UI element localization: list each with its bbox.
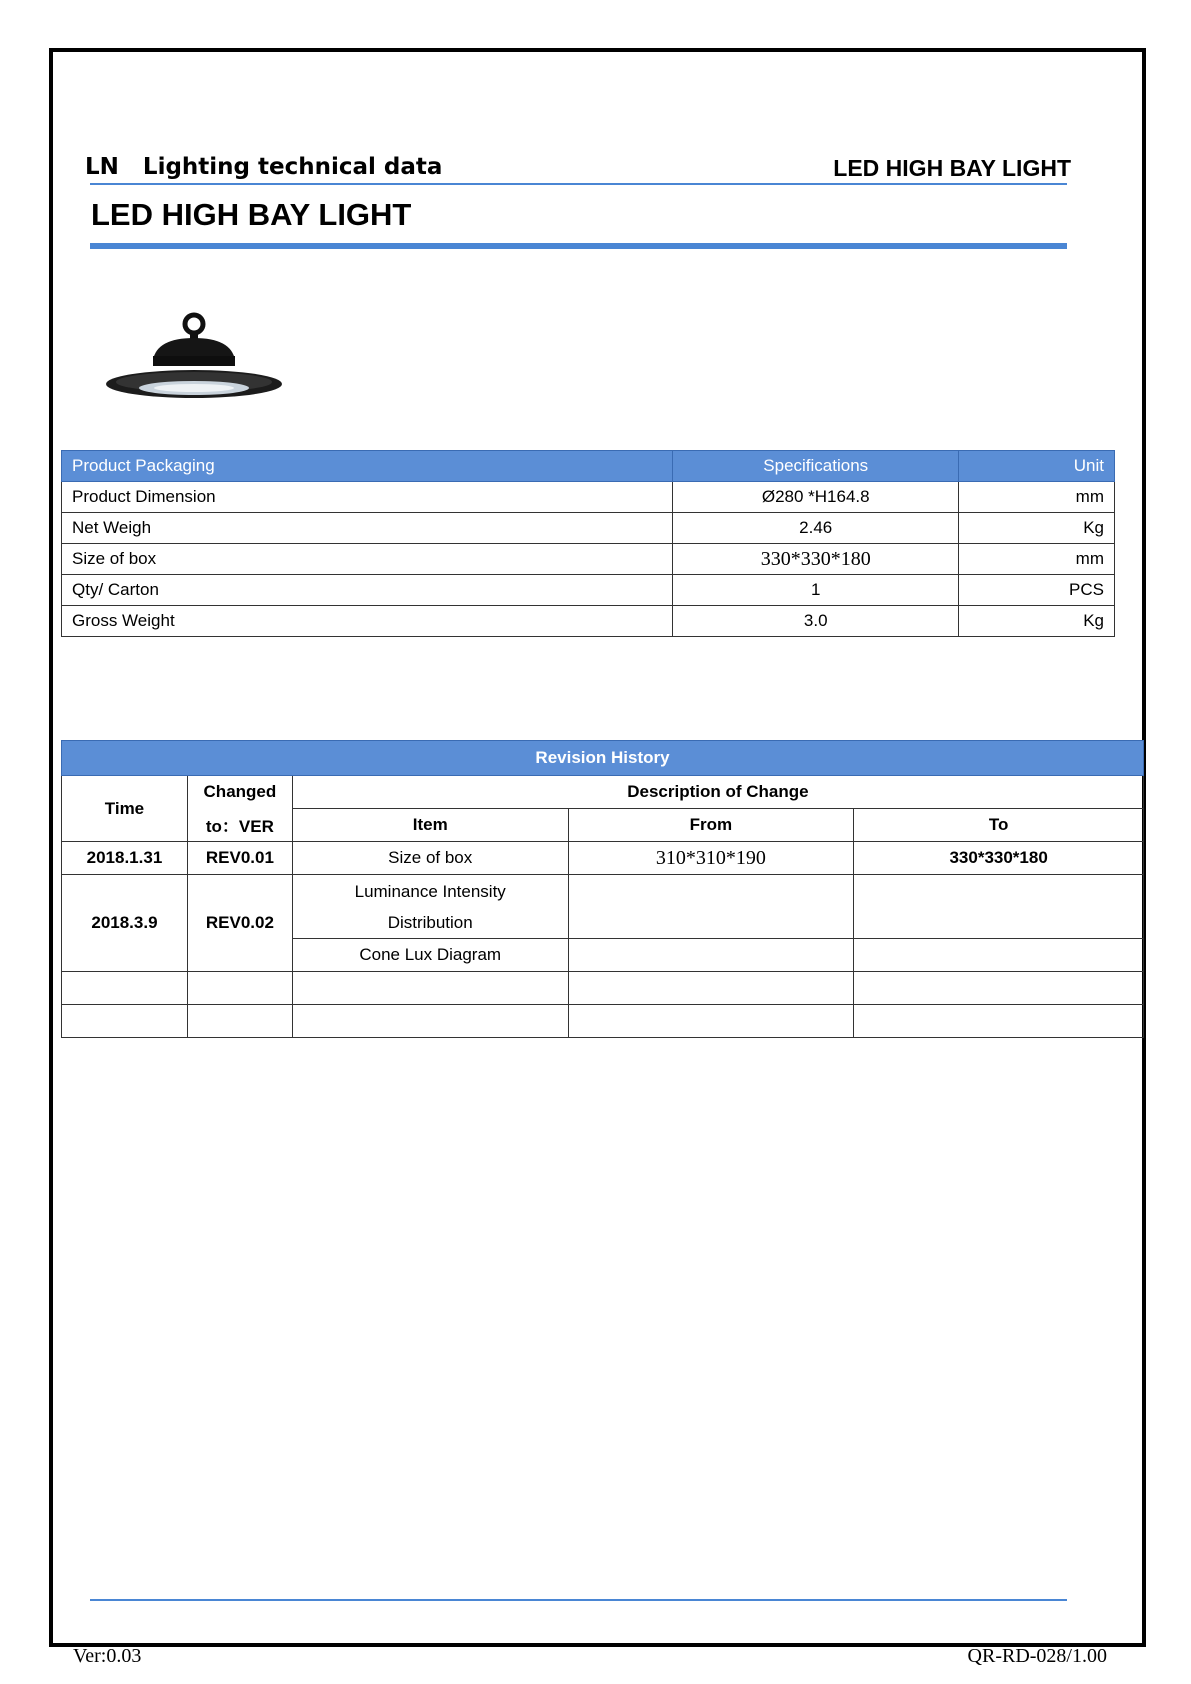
revision-title: Revision History: [62, 741, 1144, 776]
revision-header-item: Item: [292, 809, 568, 842]
header-divider: [90, 183, 1067, 185]
revision-item: [292, 875, 568, 939]
empty-cell: [854, 1005, 1144, 1038]
packaging-cell: 1: [673, 575, 959, 606]
revision-from: [568, 939, 854, 972]
table-row: [62, 575, 1115, 606]
page-title: LED HIGH BAY LIGHT: [91, 197, 412, 232]
packaging-table: [61, 450, 1115, 637]
packaging-cell: Ø280 *H164.8: [673, 482, 959, 513]
revision-item: Size of box: [292, 842, 568, 875]
header-product: LED HIGH BAY LIGHT: [833, 155, 1071, 181]
packaging-cell: Size of box: [62, 544, 673, 575]
empty-cell: [568, 972, 854, 1005]
table-row: [62, 513, 1115, 544]
high-bay-light-image: [105, 312, 283, 404]
packaging-cell: PCS: [959, 575, 1115, 606]
header-company: LN Lighting technical data: [85, 154, 443, 180]
table-row: [62, 1005, 1144, 1038]
revision-time: 2018.3.9: [62, 875, 188, 972]
revision-title-row: [62, 741, 1144, 776]
packaging-cell: Qty/ Carton: [62, 575, 673, 606]
packaging-cell: Gross Weight: [62, 606, 673, 637]
revision-header-from: From: [568, 809, 854, 842]
revision-header-ver: to：VER: [187, 809, 292, 842]
table-row: [62, 875, 1144, 939]
packaging-cell: 2.46: [673, 513, 959, 544]
revision-to: [854, 875, 1144, 939]
revision-history-table: [61, 740, 1144, 1038]
empty-cell: [62, 1005, 188, 1038]
revision-item-line: Distribution: [387, 912, 473, 932]
packaging-cell: Kg: [959, 513, 1115, 544]
packaging-cell: Kg: [959, 606, 1115, 637]
packaging-header-product: Product Packaging: [62, 451, 673, 482]
revision-from: [568, 875, 854, 939]
footer-divider: [90, 1599, 1067, 1601]
empty-cell: [292, 1005, 568, 1038]
empty-cell: [292, 972, 568, 1005]
revision-subheader-row: [62, 809, 1144, 842]
revision-time: 2018.1.31: [62, 842, 188, 875]
table-row: [62, 544, 1115, 575]
revision-to: [854, 939, 1144, 972]
packaging-cell: Product Dimension: [62, 482, 673, 513]
footer-version: Ver:0.03: [73, 1645, 142, 1667]
table-row: [62, 606, 1115, 637]
revision-header-to: To: [854, 809, 1144, 842]
revision-to: 330*330*180: [854, 842, 1144, 875]
packaging-cell: 330*330*180: [673, 544, 959, 575]
empty-cell: [568, 1005, 854, 1038]
revision-header-description: Description of Change: [292, 776, 1143, 809]
packaging-cell: Net Weigh: [62, 513, 673, 544]
revision-ver: REV0.02: [187, 875, 292, 972]
revision-ver: REV0.01: [187, 842, 292, 875]
packaging-header-spec: Specifications: [673, 451, 959, 482]
revision-from: 310*310*190: [568, 842, 854, 875]
revision-item: Cone Lux Diagram: [292, 939, 568, 972]
revision-item-line: Luminance Intensity: [354, 881, 506, 901]
empty-cell: [854, 972, 1144, 1005]
table-row: [62, 972, 1144, 1005]
packaging-header-unit: Unit: [959, 451, 1115, 482]
revision-header-row: [62, 776, 1144, 809]
empty-cell: [62, 972, 188, 1005]
title-divider: [90, 243, 1067, 249]
empty-cell: [187, 972, 292, 1005]
packaging-cell: mm: [959, 544, 1115, 575]
revision-header-time: Time: [62, 776, 188, 842]
packaging-cell: mm: [959, 482, 1115, 513]
revision-header-changed: Changed: [187, 776, 292, 809]
footer-form-code: QR-RD-028/1.00: [967, 1645, 1107, 1667]
packaging-cell: 3.0: [673, 606, 959, 637]
empty-cell: [187, 1005, 292, 1038]
packaging-header-row: [62, 451, 1115, 482]
table-row: [62, 842, 1144, 875]
table-row: [62, 482, 1115, 513]
